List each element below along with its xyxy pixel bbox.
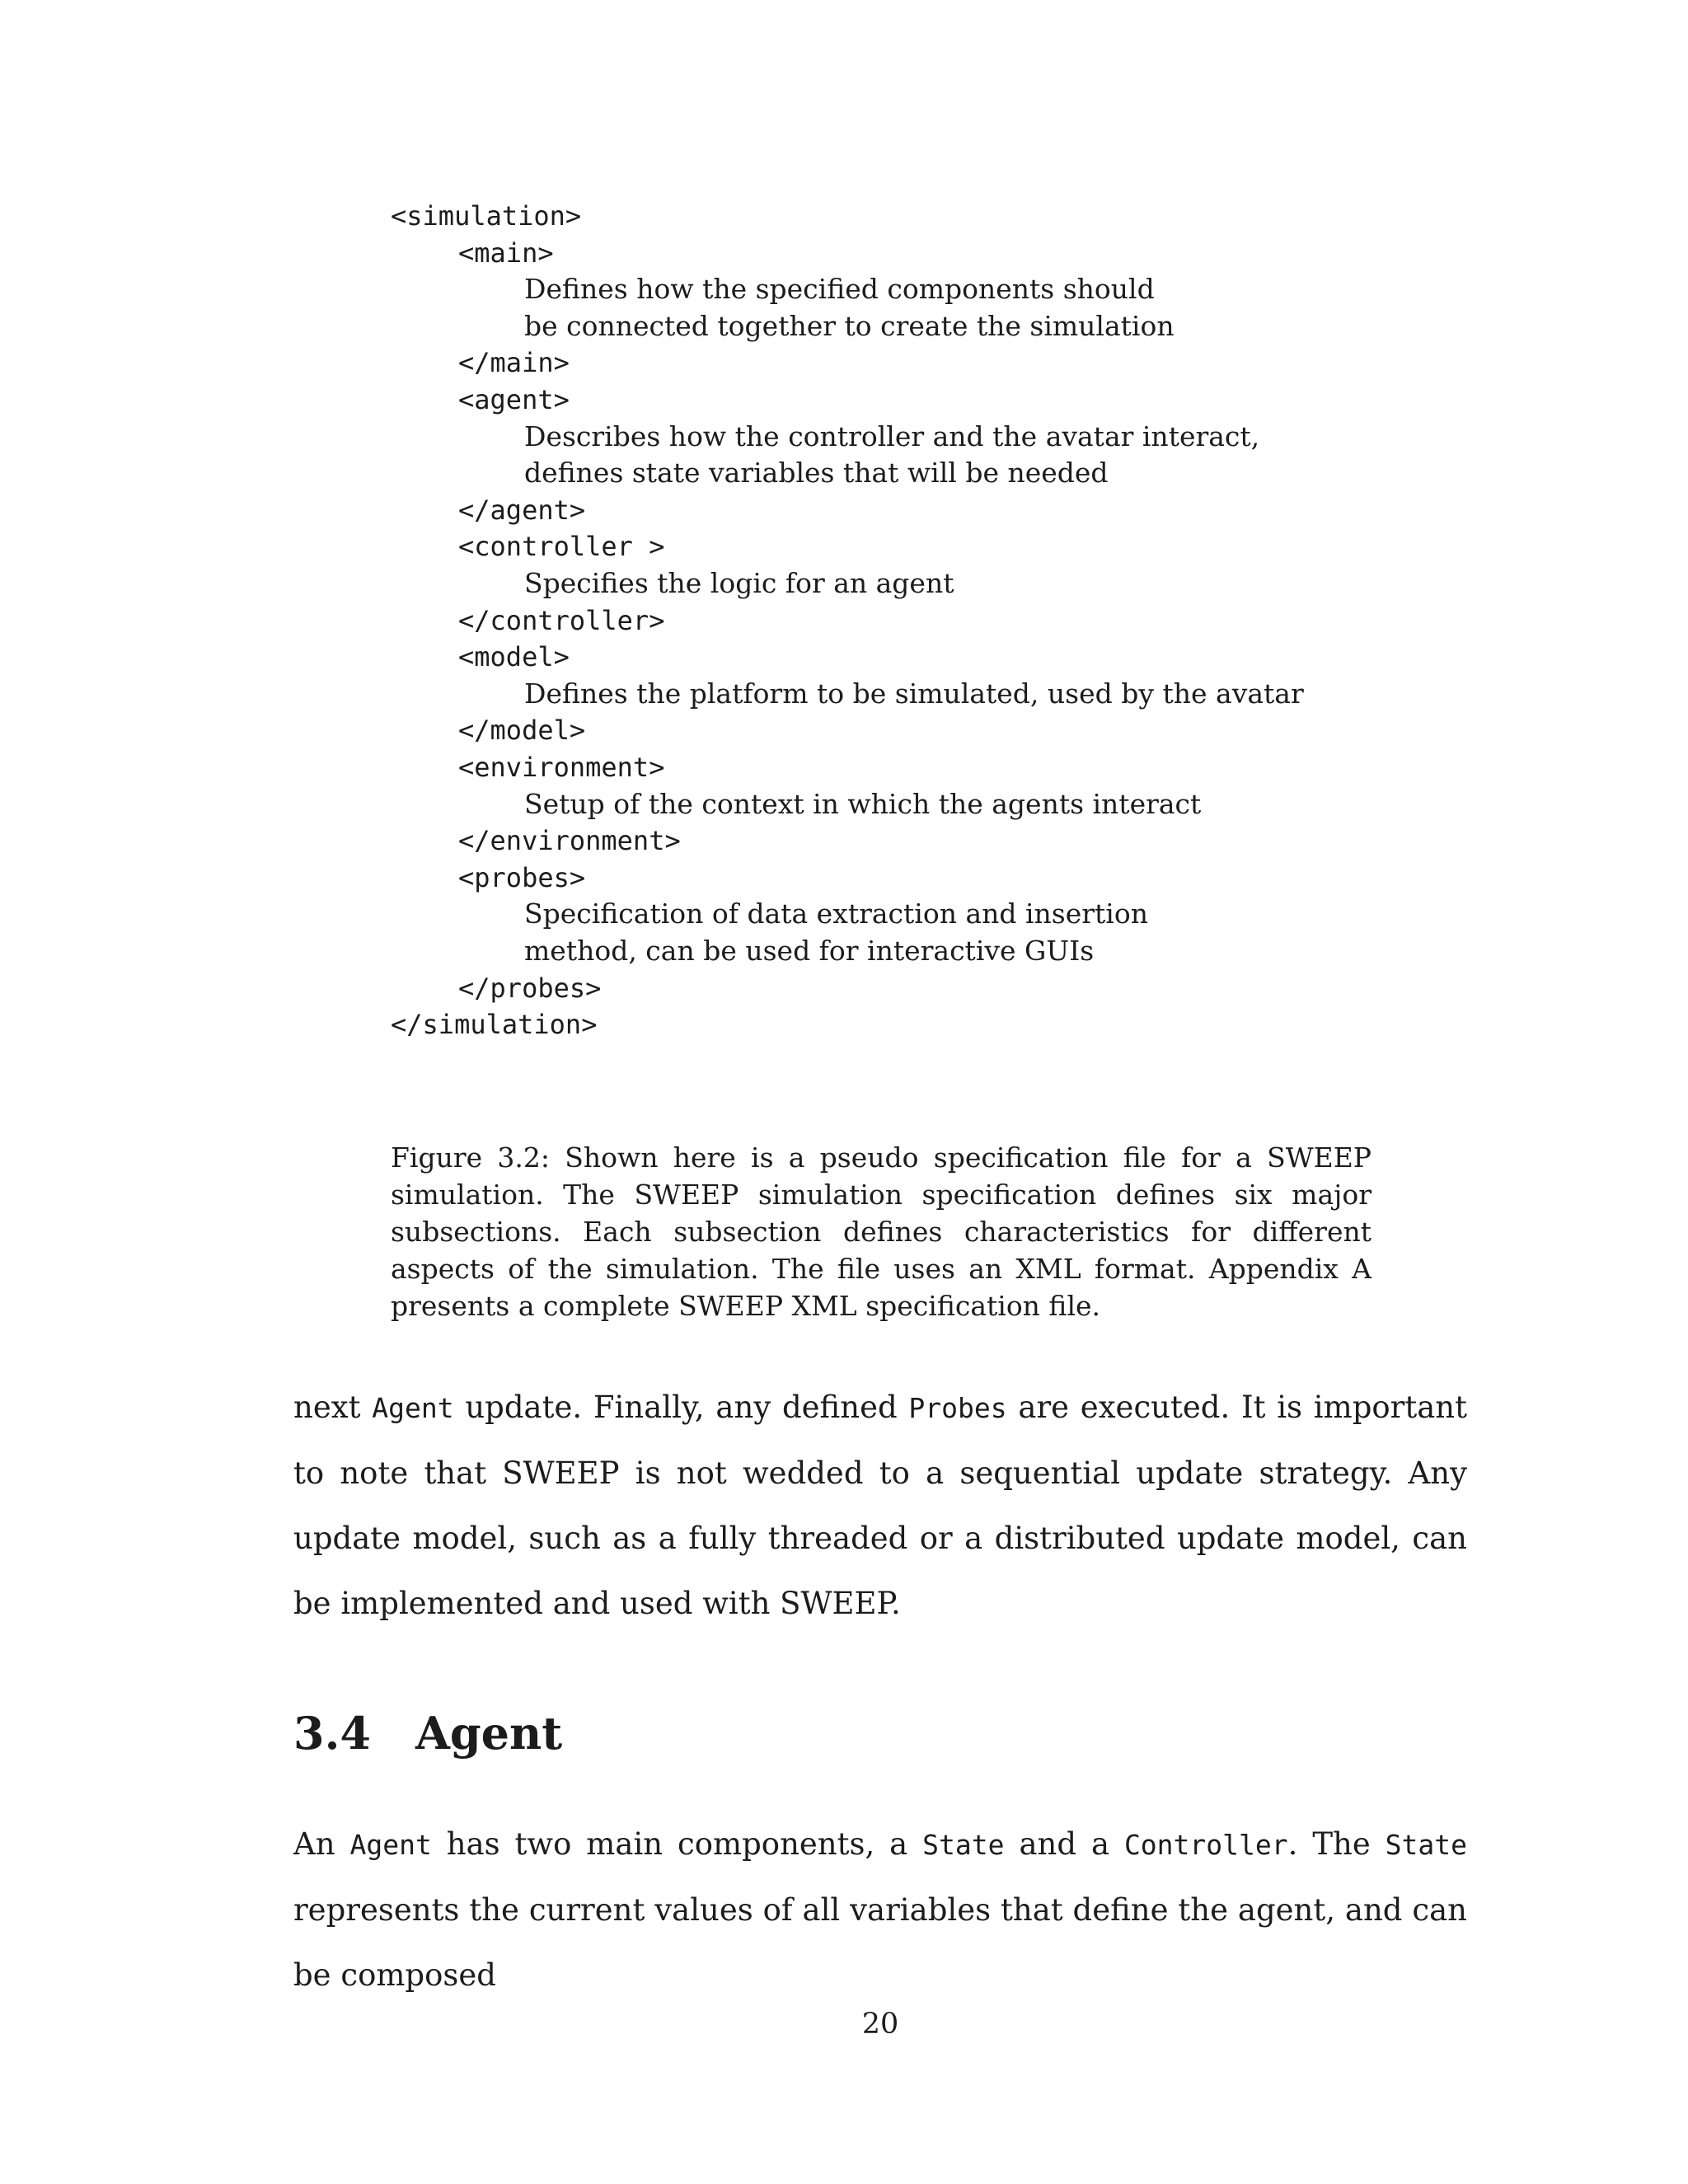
code-state: State	[1385, 1829, 1467, 1861]
xml-tag-line: <main>	[458, 237, 554, 269]
body-paragraph-update	[293, 1375, 1467, 1636]
xml-description-line: Defines how the specified components should	[524, 273, 1155, 305]
xml-tag-line: <simulation>	[391, 200, 582, 232]
xml-tag-line: </agent>	[458, 494, 586, 526]
body-paragraph-agent	[293, 1811, 1467, 2008]
xml-tag-line: <controller >	[458, 531, 665, 562]
xml-description-line: method, can be used for interactive GUIs	[524, 935, 1095, 967]
figure-caption	[391, 1139, 1372, 1324]
xml-description-line: be connected together to create the simulation	[524, 310, 1175, 342]
section-number: 3.4	[293, 1707, 371, 1760]
xml-description-line: Specification of data extraction and insertion	[524, 898, 1148, 930]
xml-tag-line: </controller>	[458, 605, 665, 636]
text-run: next	[293, 1390, 373, 1425]
section-title: Agent	[415, 1707, 563, 1760]
text-run: and a	[1004, 1826, 1124, 1862]
xml-tag-line: </probes>	[458, 972, 602, 1004]
figure-caption-text: Shown here is a pseudo specification file for a SWEEP simulation. The SWEEP simulation specification defines six major subsections. Each subsection defines characteristics for different aspects of the simulation. The file uses an XML format. Appendix A presents a complete SWEEP XML specification file.	[391, 1141, 1372, 1322]
xml-tag-line: <agent>	[458, 384, 570, 415]
text-run: represents the current values of all variables that define the agent, and can be composed	[293, 1892, 1467, 1993]
xml-tag-line: <environment>	[458, 752, 665, 783]
xml-description-line: Specifies the logic for an agent	[524, 567, 954, 599]
xml-description-line: Describes how the controller and the avatar interact,	[524, 420, 1260, 452]
text-run: An	[293, 1826, 350, 1862]
xml-tag-line: </model>	[458, 715, 586, 746]
code-agent: Agent	[372, 1392, 454, 1424]
xml-tag-line: <model>	[458, 641, 570, 673]
page-number: 20	[861, 2008, 899, 2041]
code-state: State	[922, 1829, 1005, 1861]
code-controller: Controller	[1123, 1829, 1288, 1861]
xml-description-line: defines state variables that will be needed	[524, 457, 1109, 489]
figure-label: Figure 3.2:	[391, 1141, 550, 1174]
text-run: are executed. It is important to note that SWEEP is not wedded to a sequential update strategy. Any update model, such as a fully threaded or a distributed update model, can be implemented and used with SWEEP.	[293, 1390, 1467, 1621]
xml-tag-line: </simulation>	[391, 1009, 598, 1040]
xml-description-line: Setup of the context in which the agents interact	[524, 788, 1202, 820]
text-run: . The	[1287, 1826, 1386, 1862]
xml-description-line: Defines the platform to be simulated, used by the avatar	[524, 677, 1304, 710]
xml-tag-line: <probes>	[458, 862, 586, 893]
code-agent: Agent	[349, 1829, 432, 1861]
section-heading	[293, 1704, 562, 1762]
text-run: update. Finally, any defined	[453, 1390, 909, 1425]
xml-tag-line: </environment>	[458, 825, 681, 856]
code-probes: Probes	[908, 1392, 1007, 1424]
xml-tag-line: </main>	[458, 347, 570, 378]
text-run: has two main components, a	[431, 1826, 923, 1862]
